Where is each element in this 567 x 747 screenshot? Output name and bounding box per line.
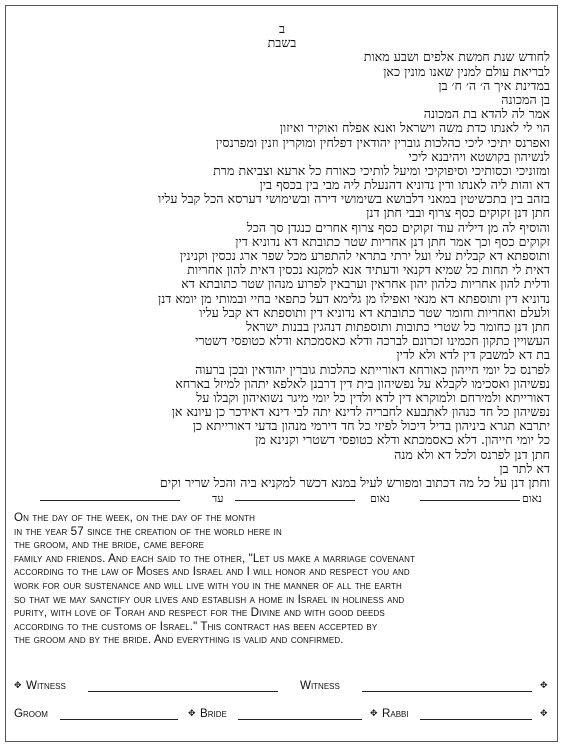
hebrew-line: דאית לי תחות כל שמיא דקנאי ודעתיד אנא למקנא נכסין דאית להון אחריות [187,263,550,278]
english-line: family and friends. And each said to the other, "Let us make a marriage covenant [14,551,415,565]
witness-label-right: Witness [300,679,340,692]
witness-label-left: Witness [26,679,66,692]
groom-label: Groom [14,707,48,720]
ornament-icon: ✥ [14,681,22,691]
hebrew-line: לנשיהון בקושטא ויהיבנא ליכי [408,149,550,164]
hebrew-line: ומזוניכי וכסותיכי וסיפוקיכי ומיעל לותיכי כאורח כל ארעא וצביאת מרת [213,163,550,178]
hebrew-text-block [14,22,550,490]
hebrew-line: דאורייתא ולמירחם ולמוקרא דין לדא ולדין כל יומי מיגר נשואיהון וקבלו על [196,390,550,405]
hebrew-line: בשבת [267,36,297,51]
witness-hebrew-label-ed: עד [212,492,224,505]
hebrew-line: לבריאת עולם למנין שאנו מונין כאן [383,64,550,79]
bride-signature-line [238,719,362,720]
hebrew-line: נפשיהון ואסכימו לקבלא על נפשיהון בית דין דרבנן לאלפא יתהון למיזל בארחא [175,376,550,391]
ornament-icon: ✥ [370,709,378,719]
hebrew-line: והוסיף לה מן דיליה עוד זקוקים כסף צרוף אחרים כנגדן סך הכל [246,220,550,235]
hebrew-line: ולעלם ואחריות וחומר שטר כתובתא דא נדוניא דין ותוספתא דא קבל עליו [199,305,550,320]
english-line: work for our sustenance and will live with you in the manner of all the earth [14,578,402,592]
hebrew-line: לפרנס כל יומי חייהון כאורחא דאורייתא כהלכות גוברין יהודאין ובכן ברעוה [195,362,550,377]
ornament-icon: ✥ [188,709,196,719]
english-line: purity, with love of Torah and respect for the Divine and with good deeds [14,606,385,620]
hebrew-line: אמר לה להדא בת המכונה [423,107,550,122]
english-text-block [14,511,552,647]
hebrew-line: דא והות ליה לאנתו ודין נדוניא דהנעלת ליה מבי בין בכסף בין [259,178,550,193]
hebrew-line: בת דא למשבק דין לדא ולא לדין [396,348,550,363]
ornament-icon: ✥ [540,709,548,719]
hebrew-line: נפשיהון כל חד כנהון לאתבעא לחבריה לדינא יתה לבי דינא דאידכר כן עיונא אן [171,405,550,420]
hebrew-line: וחתן דנן על כל מה דכתוב ומפורש לעיל במנא דכשר למקניא ביה והכל שריר וקים [159,476,550,490]
hebrew-line: יתרבא תגרא ביניהון בדיל דיכול לפיזי כל חד דירמי מנהון בדעי דאורייתא כן [192,419,550,434]
hebrew-line: כל יומי חייהון. דלא כאסמכתא ודלא כטופסי דשטרי וקנינא מן [255,433,550,448]
hebrew-line: בן המכונה [501,92,550,107]
rabbi-label: Rabbi [382,707,409,720]
groom-signature-line [60,719,178,720]
bride-label: Bride [200,707,227,720]
rabbi-signature-line [420,719,532,720]
hebrew-line: ואפרנס יתיכי ליכי כהלכות גוברין יהודאין דפלחין ומוקרין וזנין ומפרנסין [215,135,550,150]
ornament-icon: ✥ [540,681,548,691]
hebrew-line: במדינת איך ה׳ ה׳ ח׳ בן [438,78,550,93]
witness-signature-line-center [235,500,355,501]
hebrew-line: חתן דנן כחומר כל שטרי כתובות ותוספתות דנהגין בבנות ישראל [246,319,550,334]
witness-hebrew-label-neum: נאום [370,492,390,505]
hebrew-line: זקוקים כסף וכך אמר חתן דנן אחריות שטר כתובתא דא נדוניא דין [235,234,550,249]
hebrew-line: ודלית להון אחריות כלהון יהון אחראין וערבאין לפרוע מנהון שטר כתובתא דא [181,277,550,292]
hebrew-line: ותוספתא דא קבלית עלי ועל ירתי בתראי להתפרע מכל שפר ארג נכסין וקנינין [179,249,550,263]
hebrew-line: בזהב בין בתכשיטין במאני דלבושא בשימושי דירה ובשימושי דערסא הכל קבל עליו [158,192,550,207]
english-line: the groom, and the bride, came before [14,538,204,552]
english-line: so that we may sanctify our lives and establish a home in Israel in holiness and [14,592,405,606]
english-line: according to the law of Moses and Israel and I will honor and respect you and [14,565,410,579]
english-line: in the year 57 since the creation of the world here in [14,524,282,538]
witness-line-right [362,691,532,692]
hebrew-line: לחודש שנת חמשת אלפים ושבע מאות [363,50,550,65]
hebrew-line: ב [278,22,286,36]
hebrew-line: נדוניא דין ותוספתא דא מנאי ואפילו מן גלימא דעל כתפאי בחיי ובמותי מן יומא דנן [158,291,550,306]
hebrew-line: חתן דנן זקוקים כסף צרוף ובבי חתן דנן [366,206,550,221]
hebrew-line: הוי לי לאנתו כדת משה וישראל ואנא אפלח ואוקיר ואיזון [279,121,550,136]
english-line: the groom and by the bride. And everything is valid and confirmed. [14,633,344,647]
english-line: according to the customs of Israel." This contract has been accepted by [14,619,378,633]
witness-hebrew-label-neum-right: נאום [522,492,542,505]
witness-signature-line-right [420,500,520,501]
hebrew-line: דא לתר בן [499,461,550,476]
witness-line-left [88,691,278,692]
english-line: On the day of the week, on the day of the month [14,511,255,524]
hebrew-line: חתן דנן לפרנס ולכל דא ולא מנה [394,447,550,462]
witness-signature-line-left [40,500,180,501]
hebrew-line: העשויין כתקון חכמינו זכרונם לברכה ודלא כאסמכתא ודלא כטופסי דשטרי [195,334,550,349]
